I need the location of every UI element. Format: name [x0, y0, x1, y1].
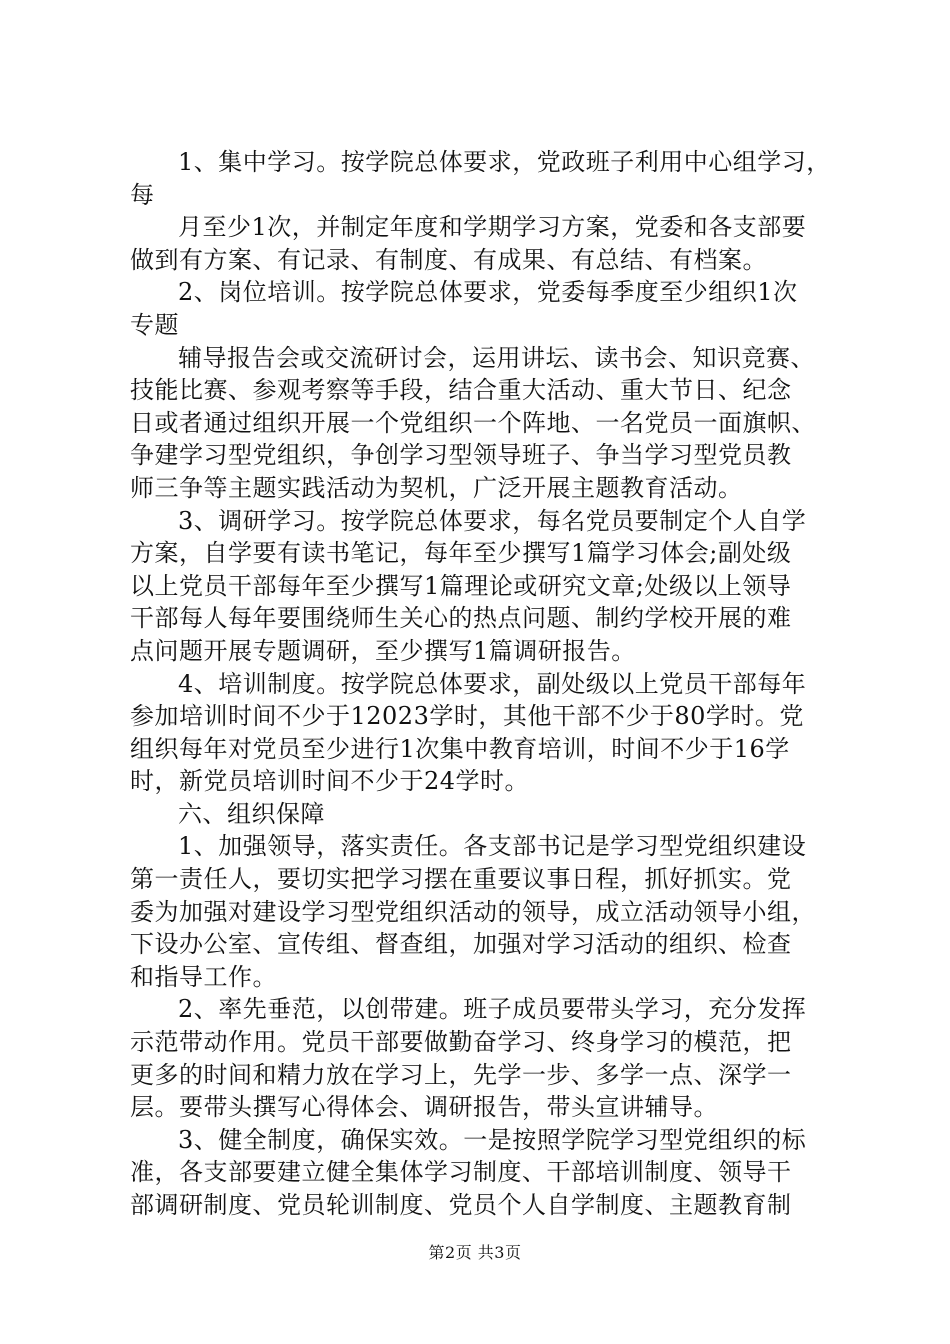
text-line: 争建学习型党组织，争创学习型领导班子、争当学习型党员教: [130, 441, 792, 470]
text-line: 层。要带头撰写心得体会、调研报告，带头宣讲辅导。: [130, 1093, 718, 1122]
text-line: 委为加强对建设学习型党组织活动的领导，成立活动领导小组，: [130, 897, 816, 926]
text-line: 4、培训制度。按学院总体要求，副处级以上党员干部每年: [178, 669, 807, 698]
text-line: 更多的时间和精力放在学习上，先学一步、多学一点、深学一: [130, 1060, 792, 1089]
text-line: 六、组织保障: [178, 799, 325, 828]
text-line: 方案，自学要有读书笔记，每年至少撰写1篇学习体会;副处级: [130, 539, 792, 568]
text-line: 2、岗位培训。按学院总体要求，党委每季度至少组织1次: [178, 278, 798, 307]
text-line: 下设办公室、宣传组、督查组，加强对学习活动的组织、检查: [130, 930, 792, 959]
text-line: 3、健全制度，确保实效。一是按照学院学习型党组织的标: [178, 1125, 807, 1154]
text-line: 辅导报告会或交流研讨会，运用讲坛、读书会、知识竞赛、: [178, 343, 815, 372]
text-line: 参加培训时间不少于12023学时，其他干部不少于80学时。党: [130, 702, 804, 731]
text-line: 月至少1次，并制定年度和学期学习方案，党委和各支部要: [178, 213, 807, 242]
text-line: 师三争等主题实践活动为契机，广泛开展主题教育活动。: [130, 473, 743, 502]
body-text: [130, 146, 840, 1222]
text-line: 干部每人每年要围绕师生关心的热点问题、制约学校开展的难: [130, 604, 792, 633]
page-footer: 第2页 共3页: [428, 1243, 522, 1262]
text-line: 每: [130, 180, 155, 209]
text-line: 示范带动作用。党员干部要做勤奋学习、终身学习的模范，把: [130, 1028, 792, 1057]
text-line: 第一责任人，要切实把学习摆在重要议事日程，抓好抓实。党: [130, 865, 792, 894]
text-line: 时，新党员培训时间不少于24学时。: [130, 767, 530, 796]
text-line: 做到有方案、有记录、有制度、有成果、有总结、有档案。: [130, 245, 767, 274]
text-line: 准，各支部要建立健全集体学习制度、干部培训制度、领导干: [130, 1158, 792, 1187]
text-line: 技能比赛、参观考察等手段，结合重大活动、重大节日、纪念: [130, 376, 792, 405]
text-line: 日或者通过组织开展一个党组织一个阵地、一名党员一面旗帜、: [130, 408, 816, 437]
text-line: 和指导工作。: [130, 962, 277, 991]
text-line: 部调研制度、党员轮训制度、党员个人自学制度、主题教育制: [130, 1191, 792, 1219]
text-line: 1、集中学习。按学院总体要求，党政班子利用中心组学习，: [178, 148, 831, 176]
text-line: 1、加强领导，落实责任。各支部书记是学习型党组织建设: [178, 832, 807, 861]
text-line: 组织每年对党员至少进行1次集中教育培训，时间不少于16学: [130, 734, 790, 763]
text-line: 专题: [130, 310, 179, 339]
text-line: 2、率先垂范，以创带建。班子成员要带头学习，充分发挥: [178, 995, 807, 1024]
text-line: 3、调研学习。按学院总体要求，每名党员要制定个人自学: [178, 506, 807, 535]
text-line: 以上党员干部每年至少撰写1篇理论或研究文章;处级以上领导: [130, 571, 792, 600]
text-line: 点问题开展专题调研，至少撰写1篇调研报告。: [130, 636, 636, 665]
